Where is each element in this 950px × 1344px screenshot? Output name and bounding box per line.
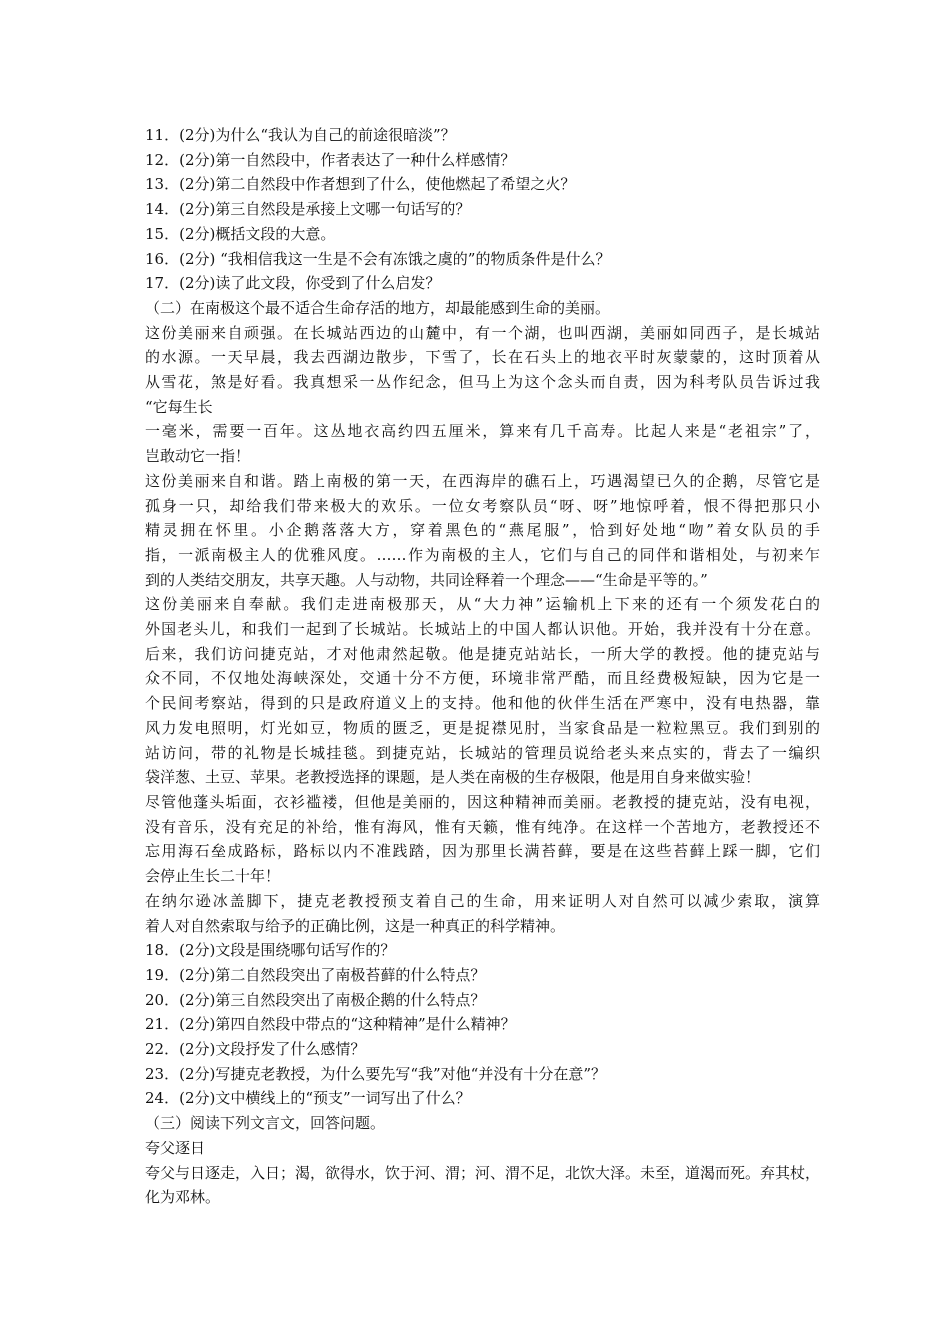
passage-line: 风力发电照明，灯光如豆，物质的匮乏，更是捉襟见肘，当家食品是一粒粒黑豆。我们到别的 (145, 718, 820, 737)
passage-line: 忘用海石垒成路标，路标以内不准践踏，因为那里长满苔藓，要是在这些苔藓上踩一脚，它们 (145, 842, 820, 861)
passage-line: 着人对自然索取与给予的正确比例，这是一种真正的科学精神。 (145, 916, 566, 935)
passage-line: 会停止生长二十年！ (145, 867, 281, 886)
passage-line: 个民间考察站，得到的只是政府道义上的支持。他和他的伙伴生活在严寒中，没有电热器，靠 (145, 694, 820, 713)
question-21: 21．(2分)第四自然段中带点的“这种精神”是什么精神？ (145, 1015, 516, 1034)
passage-line: 后来，我们访问捷克站，才对他肃然起敬。他是捷克站站长，一所大学的教授。他的捷克站与 (145, 644, 820, 663)
passage-line: 夸父与日逐走，入日；渴，欲得水，饮于河、渭；河、渭不足，北饮大泽。未至，道渴而死。弃其杖， (145, 1163, 820, 1182)
passage-line: 到的人类结交朋友，共享天趣。人与动物，共同诠释着一个理念——“生命是平等的。” (145, 570, 708, 589)
passage-line: 指，一派南极主人的优雅风度。……作为南极的主人，它们与自己的同伴和谐相处，与初来乍 (145, 545, 820, 564)
question-24: 24．(2分)文中横线上的“预支”一词写出了什么？ (145, 1089, 471, 1108)
passage-line: 在纳尔逊冰盖脚下，捷克老教授预支着自己的生命，用来证明人对自然可以减少索取，演算 (145, 891, 820, 910)
section3-passage (145, 1161, 820, 1210)
section3-heading: （三）阅读下列文言文，回答问题。 (145, 1114, 386, 1133)
passage-line: 的水源。一天早晨，我去西湖边散步，下雪了，长在石头上的地衣平时灰蒙蒙的，这时顶着从 (145, 348, 820, 367)
passage-line: 这份美丽来自顽强。在长城站西边的山麓中，有一个湖，也叫西湖，美丽如同西子，是长城站 (145, 323, 820, 342)
passage-line: 这份美丽来自奉献。我们走进南极那天，从“大力神”运输机上下来的还有一个须发花白的 (145, 595, 820, 614)
passage-line: 袋洋葱、土豆、苹果。老教授选择的课题，是人类在南极的生存极限，他是用自身来做实验！ (145, 768, 761, 787)
passage-line: 外国老头儿，和我们一起到了长城站。长城站上的中国人都认识他。开始，我并没有十分在意。 (145, 620, 820, 639)
section2-heading: （二）在南极这个最不适合生命存活的地方，却最能感到生命的美丽。 (145, 298, 611, 317)
question-14: 14．(2分)第三自然段是承接上文哪一句话写的？ (145, 200, 471, 219)
passage-line: 一毫米，需要一百年。这丛地衣高约四五厘米，算来有几千高寿。比起人来是“老祖宗”了， (145, 422, 820, 441)
question-22: 22．(2分)文段抒发了什么感情？ (145, 1040, 366, 1059)
passage-line: 尽管他蓬头垢面，衣衫褴褛，但他是美丽的，因这种精神而美丽。老教授的捷克站，没有电视， (145, 792, 820, 811)
passage-line: 精灵拥在怀里。小企鹅落落大方，穿着黑色的“燕尾服”，恰到好处地“吻”着女队员的手 (145, 521, 820, 540)
passage-line: 从雪花，煞是好看。我真想采一丛作纪念，但马上为这个念头而自责，因为科考队员告诉过我 (145, 373, 820, 392)
question-15: 15．(2分)概括文段的大意。 (145, 224, 336, 243)
question-17: 17．(2分)读了此文段，你受到了什么启发？ (145, 274, 441, 293)
questions-part2 (145, 938, 820, 1111)
question-19: 19．(2分)第二自然段突出了南极苔藓的什么特点？ (145, 965, 486, 984)
passage-line: 化为邓林。 (145, 1188, 221, 1207)
passage-line: 孤身一只，却给我们带来极大的欢乐。一位女考察队员“呀、呀”地惊呼着，恨不得把那只小 (145, 496, 820, 515)
section2-passage (145, 321, 820, 939)
passage-line: 没有音乐，没有充足的补给，惟有海风，惟有天籁，惟有纯净。在这样一个苦地方，老教授还不 (145, 817, 820, 836)
passage-line: 岂敢动它一指！ (145, 447, 251, 466)
question-18: 18．(2分)文段是围绕哪句话写作的？ (145, 941, 396, 960)
passage-line: 这份美丽来自和谐。踏上南极的第一天，在西海岸的礁石上，巧遇渴望已久的企鹅，尽管它是 (145, 471, 820, 490)
question-16: 16．(2分) “我相信我这一生是不会有冻饿之虞的”的物质条件是什么？ (145, 249, 611, 268)
question-12: 12．(2分)第一自然段中，作者表达了一种什么样感情？ (145, 150, 516, 169)
question-11: 11．(2分)为什么“我认为自己的前途很暗淡”？ (145, 126, 456, 144)
passage-line: 站访问，带的礼物是长城挂毯。到捷克站，长城站的管理员说给老头来点实的，背去了一编织 (145, 743, 820, 762)
section3-title: 夸父逐日 (145, 1138, 206, 1157)
question-23: 23．(2分)写捷克老教授，为什么要先写“我”对他“并没有十分在意”？ (145, 1064, 607, 1083)
passage-line: “它每生长 (145, 397, 213, 416)
question-13: 13．(2分)第二自然段中作者想到了什么，使他燃起了希望之火？ (145, 175, 576, 194)
passage-line: 众不同，不仅地处海峡深处，交通十分不方便，环境非常严酷，而且经费极短缺，因为它是一 (145, 669, 820, 688)
questions-part1 (145, 123, 820, 296)
question-20: 20．(2分)第三自然段突出了南极企鹅的什么特点？ (145, 990, 486, 1009)
